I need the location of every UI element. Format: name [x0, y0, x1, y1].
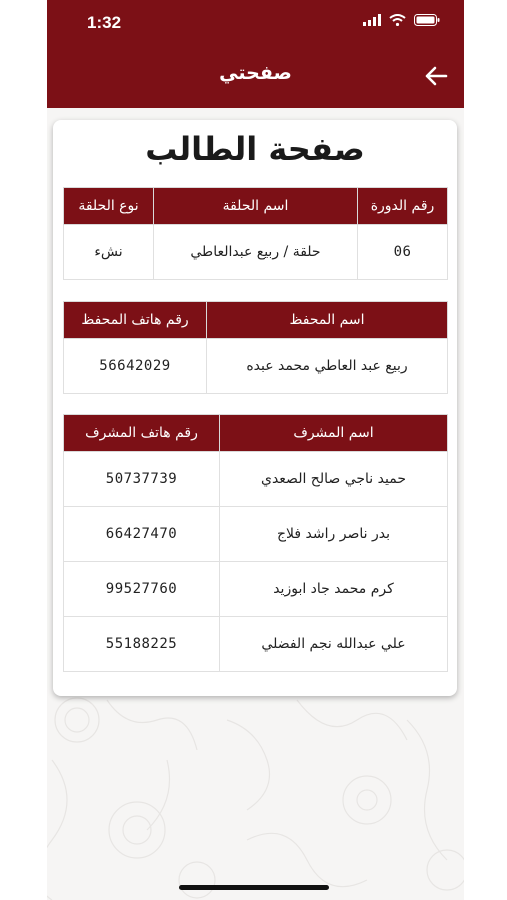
status-time: 1:32: [87, 13, 122, 32]
page-header-title: صفحتي: [219, 62, 292, 84]
app-bar: [47, 0, 464, 108]
supervisor-name: بدر ناصر راشد فلاج: [220, 507, 448, 562]
circle-type-value: نشء: [64, 225, 154, 280]
status-icons: [363, 14, 440, 26]
student-card: [53, 120, 457, 696]
teacher-phone-value: 56642029: [64, 339, 207, 394]
back-arrow-icon: [424, 66, 448, 86]
table-row: [64, 562, 448, 617]
supervisor-name: حميد ناجي صالح الصعدي: [220, 452, 448, 507]
wifi-icon: [389, 14, 406, 26]
phone-screen: [47, 0, 464, 900]
supervisor-phone: 50737739: [64, 452, 220, 507]
table-row: [64, 452, 448, 507]
back-button[interactable]: [418, 58, 454, 94]
header-teacher-name: اسم المحفظ: [207, 302, 448, 339]
supervisor-table: [63, 414, 448, 672]
header-course-number: رقم الدورة: [358, 188, 448, 225]
supervisor-name: كرم محمد جاد ابوزيد: [220, 562, 448, 617]
header-supervisor-name: اسم المشرف: [220, 415, 448, 452]
supervisor-name: علي عبدالله نجم الفضلي: [220, 617, 448, 672]
student-page-title: صفحة الطالب: [145, 130, 365, 168]
header-supervisor-phone: رقم هاتف المشرف: [64, 415, 220, 452]
table-row: [64, 617, 448, 672]
course-number-value: 06: [358, 225, 448, 280]
teacher-name-value: ربيع عبد العاطي محمد عبده: [207, 339, 448, 394]
signal-icon: [363, 14, 381, 26]
supervisor-phone: 55188225: [64, 617, 220, 672]
header-circle-name: اسم الحلقة: [154, 188, 358, 225]
header-teacher-phone: رقم هاتف المحفظ: [64, 302, 207, 339]
circle-table: [63, 187, 448, 280]
supervisor-phone: 66427470: [64, 507, 220, 562]
battery-icon: [414, 14, 440, 26]
table-row: [64, 507, 448, 562]
supervisor-phone: 99527760: [64, 562, 220, 617]
teacher-table: [63, 301, 448, 394]
circle-name-value: حلقة / ربيع عبدالعاطي: [154, 225, 358, 280]
header-circle-type: نوع الحلقة: [64, 188, 154, 225]
home-indicator[interactable]: [179, 885, 329, 890]
